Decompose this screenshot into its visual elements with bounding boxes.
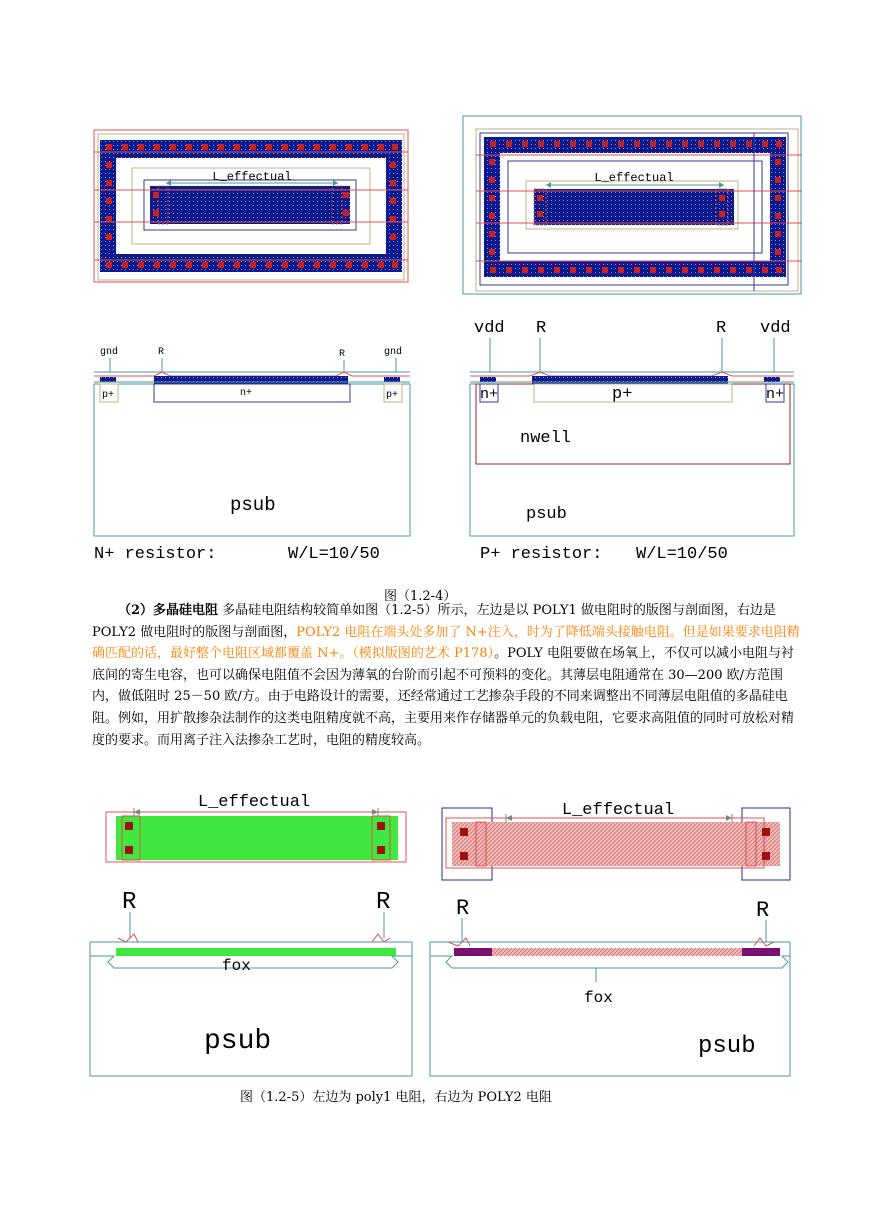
r-label: R [536,319,547,338]
poly1-resistor-figure [88,788,418,1080]
w-l-ratio: W/L=10/50 [636,545,728,564]
highlighted-text: POLY2 电阻在端头处多加了 N+注入，时为了降低端头接触电阻。但是如果要求电阻精确匹配的话，最好整个电阻区域都覆盖 N+。（模拟版图的艺术 P178） [92,624,800,662]
r-label: R [716,319,727,338]
gnd-label: gnd [100,347,119,358]
vdd-label: vdd [760,319,791,338]
p-plus-label: p+ [102,390,115,401]
figure-caption: 图（1.2-4） [384,589,457,604]
r-label: R [456,896,470,921]
r-label: R [158,347,165,358]
paragraph-text: 多晶硅电阻结构较简单如图（1.2-5）所示，左边是以 POLY1 做电阻时的版图与剖面图，右边是 POLY2 做电阻时的版图与剖面图， [92,603,776,640]
n-plus-label: n+ [766,386,785,403]
l-effectual-label: L_effectual [594,171,674,185]
poly2-resistor-figure [428,796,798,1080]
psub-label: psub [526,505,567,524]
cross-section-title: P+ resistor: [480,545,603,564]
r-label: R [339,349,346,360]
l-effectual-label: L_effectual [561,801,675,820]
psub-label: psub [204,1026,272,1057]
p-plus-layout [462,115,804,297]
r-label: R [376,889,391,916]
w-l-ratio: W/L=10/50 [288,545,380,564]
vdd-label: vdd [474,319,505,338]
n-plus-cross-section [92,340,422,568]
cross-section-title: N+ resistor: [94,545,217,564]
gnd-label: gnd [384,347,403,358]
figure-caption: 图（1.2-5）左边为 poly1 电阻，右边为 POLY2 电阻 [240,1090,552,1105]
p-plus-cross-section [466,312,806,568]
psub-label: psub [698,1033,756,1060]
n-plus-label: n+ [240,388,253,399]
nwell-label: nwell [520,429,572,448]
r-label: R [122,889,137,916]
l-effectual-label: L_effectual [197,793,311,812]
fox-label: fox [222,957,251,975]
paragraph-text: 。POLY 电阻要做在场氧上，不仅可以减小电阻与衬底间的寄生电容，也可以确保电阻值不会因为薄氧的台阶而引起不可预料的变化。其薄层电阻通常在 30—200 欧/方范围内，做低阻时 25－50 欧/方。由于电路设计的需要，还经常通过工艺掺杂手段的不同来调整出不同薄层电阻值的多晶硅电阻。例如，用扩散掺杂法制作的这类电阻精度就不高，主要用来作存储器单元的负载电阻，它要求高阻值的同时可放松对精度的要求。而用离子注入法掺杂工艺时，电阻的精度较高。 [92,646,795,748]
r-label: R [756,898,770,923]
p-plus-label: p+ [386,390,399,401]
section-heading: （2）多晶硅电阻 [118,603,219,618]
psub-label: psub [230,494,276,516]
fox-label: fox [584,989,613,1007]
n-plus-label: n+ [480,386,499,403]
body-paragraph [92,600,802,751]
l-effectual-label: L_effectual [212,170,292,184]
n-plus-layout [92,128,412,286]
p-plus-label: p+ [612,385,633,404]
